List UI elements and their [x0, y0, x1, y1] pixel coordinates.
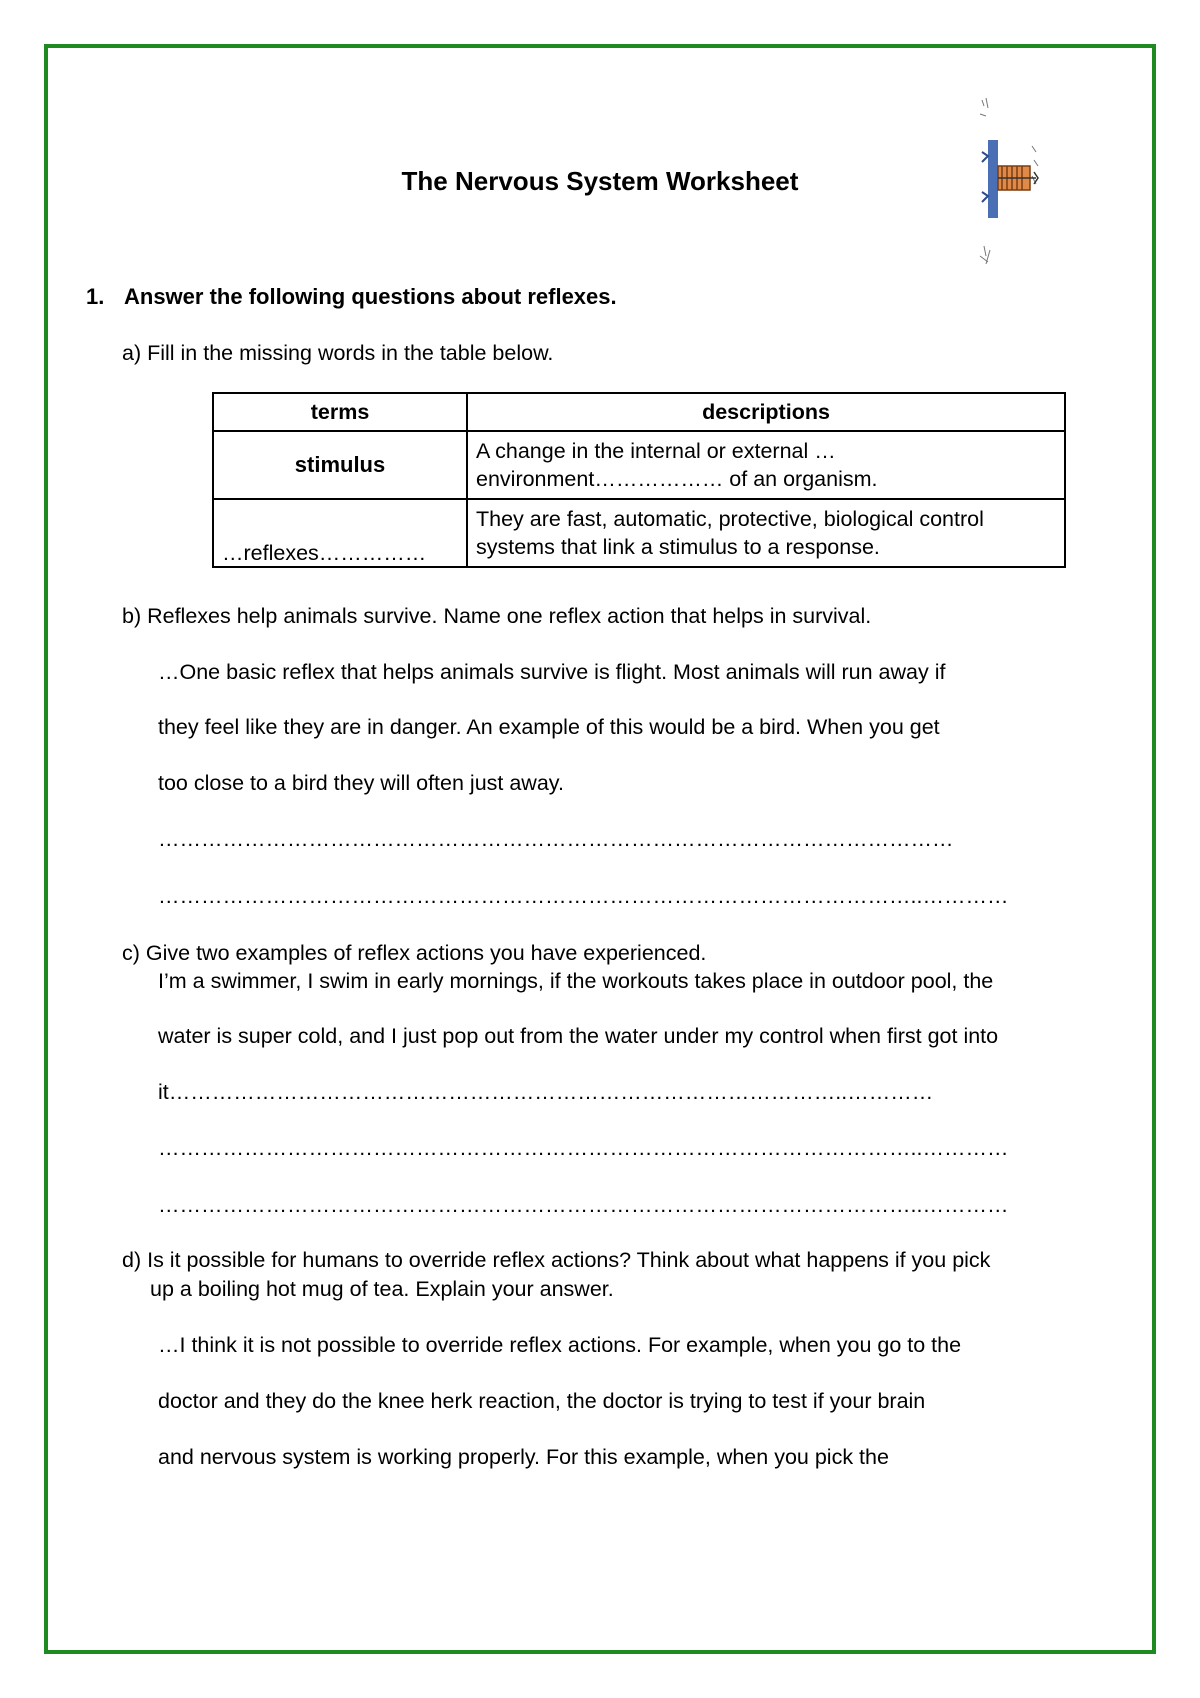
part-b-answer-line: they feel like they are in danger. An example of this would be a bird. When you get	[158, 715, 940, 739]
description-cell	[467, 499, 1065, 567]
part-b-answer-line: ……………………………………………………………………………………………..…………	[158, 884, 1009, 908]
part-d-answer-line: doctor and they do the knee herk reaction, the doctor is trying to test if your brain	[158, 1389, 926, 1413]
table-header-descriptions: descriptions	[467, 393, 1065, 431]
part-d-answer-line: …I think it is not possible to override reflex actions. For example, when you go to the	[158, 1333, 962, 1357]
part-c-answer-line: water is super cold, and I just pop out from the water under my control when first got into	[158, 1024, 999, 1048]
part-d-answer-line: and nervous system is working properly. For this example, when you pick the	[158, 1445, 889, 1469]
description-line: They are fast, automatic, protective, biological control	[476, 507, 984, 531]
part-c-answer-line: ……………………………………………………………………………………………..…………	[158, 1193, 1009, 1217]
question-number: 1.	[86, 284, 105, 309]
part-b-answer-line: too close to a bird they will often just away.	[158, 771, 564, 795]
description-line: systems that link a stimulus to a response.	[476, 535, 880, 559]
description-line: A change in the internal or external …	[476, 439, 836, 463]
part-b-answer-line: …One basic reflex that helps animals survive is flight. Most animals will run away if	[158, 660, 946, 684]
description-line: environment……………… of an organism.	[476, 467, 878, 491]
table-row	[213, 431, 1065, 499]
description-cell	[467, 431, 1065, 499]
part-b-prompt: b) Reflexes help animals survive. Name one reflex action that helps in survival.	[122, 604, 872, 628]
page-title: The Nervous System Worksheet	[401, 166, 799, 196]
terms-table	[212, 392, 1066, 568]
question-1-heading	[86, 284, 617, 310]
part-d-prompt-line: d) Is it possible for humans to override reflex actions? Think about what happens if you pick	[122, 1248, 991, 1272]
table-header-row	[213, 393, 1065, 431]
part-a-prompt: a) Fill in the missing words in the table below.	[122, 341, 554, 365]
part-c-answer-line: it…………………………………………………………………………………..…………	[158, 1080, 934, 1104]
part-c-answer-line: ……………………………………………………………………………………………..…………	[158, 1136, 1009, 1160]
part-d-prompt-line: up a boiling hot mug of tea. Explain your answer.	[150, 1277, 614, 1301]
question-heading-text: Answer the following questions about reflexes.	[124, 284, 617, 309]
term-cell: stimulus	[213, 431, 467, 499]
part-c-answer-line: I’m a swimmer, I swim in early mornings, if the workouts takes place in outdoor pool, the	[158, 969, 994, 993]
term-cell: …reflexes……………	[213, 499, 467, 567]
table-header-terms: terms	[213, 393, 467, 431]
part-b-answer-line: …………………………………………………………………………………………………	[158, 827, 954, 851]
table-row	[213, 499, 1065, 567]
part-c-prompt: c) Give two examples of reflex actions you have experienced.	[122, 941, 707, 965]
